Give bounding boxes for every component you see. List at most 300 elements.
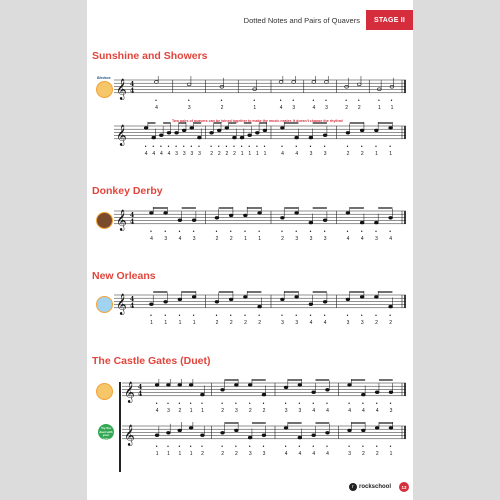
staff-castle-2 (122, 422, 410, 464)
finger-number: 2 (225, 150, 229, 157)
finger-number: 4 (281, 150, 284, 157)
note-head (360, 221, 364, 224)
finger-marker: • (295, 312, 298, 319)
note-head (164, 212, 168, 215)
finger-marker: • (178, 443, 181, 450)
note-head (389, 391, 393, 394)
note-head (326, 431, 330, 434)
finger-marker: • (210, 143, 213, 150)
time-signature-top: 4 (138, 384, 143, 392)
finger-number: 2 (233, 150, 236, 157)
finger-number: 3 (298, 407, 302, 414)
finger-marker: • (187, 97, 190, 104)
finger-marker: • (326, 400, 328, 407)
note-head (284, 386, 288, 389)
note-head (152, 136, 156, 139)
finger-marker: • (235, 400, 237, 407)
finger-marker: • (167, 143, 170, 150)
note-head (243, 214, 247, 217)
finger-number: 2 (201, 450, 204, 457)
time-signature-bottom: 4 (130, 87, 135, 95)
note-head (345, 85, 349, 88)
note-head (323, 219, 327, 222)
section-title-orleans: New Orleans (92, 270, 156, 282)
note-head (295, 212, 299, 215)
finger-number: 2 (281, 235, 284, 242)
finger-number: 1 (167, 450, 170, 457)
time-signature-top: 4 (130, 296, 135, 304)
finger-number: 3 (360, 319, 364, 326)
finger-number: 4 (155, 407, 159, 414)
finger-number: 1 (378, 104, 381, 111)
staff-castle-1 (122, 379, 410, 421)
note-head (323, 300, 327, 303)
finger-marker: • (312, 97, 315, 104)
finger-marker: • (378, 97, 380, 104)
finger-number: 4 (312, 407, 316, 414)
finger-number: 4 (295, 150, 299, 157)
finger-marker: • (155, 97, 157, 104)
note-head (189, 427, 193, 430)
try-duet-badge: Try the duet with your teacher! (99, 426, 113, 441)
finger-marker: • (360, 143, 363, 150)
finger-number: 4 (326, 450, 329, 457)
finger-number: 2 (360, 150, 364, 157)
treble-clef-icon: 𝄞 (116, 293, 127, 315)
finger-marker: • (255, 143, 258, 150)
finger-marker: • (389, 143, 392, 150)
finger-marker: • (323, 312, 326, 319)
finger-number: 3 (309, 235, 313, 242)
finger-marker: • (248, 400, 251, 407)
finger-number: 2 (215, 235, 219, 242)
finger-marker: • (375, 443, 378, 450)
finger-marker: • (284, 400, 287, 407)
finger-number: 3 (248, 450, 252, 457)
finger-marker: • (375, 228, 377, 235)
note-head (389, 305, 393, 308)
finger-marker: • (375, 400, 378, 407)
finger-marker: • (164, 228, 167, 235)
finger-marker: • (348, 400, 351, 407)
annotation-quavers: Two pairs of quavers can be joined together to make the music neater. It doesn't change the rhythm! (172, 119, 344, 123)
finger-number: 2 (375, 450, 379, 457)
finger-marker: • (258, 228, 261, 235)
finger-marker: • (309, 312, 312, 319)
finger-marker: • (346, 143, 349, 150)
note-head (309, 303, 313, 306)
finger-marker: • (178, 228, 181, 235)
finger-number: 4 (323, 319, 327, 326)
treble-clef-icon: 𝄞 (124, 381, 135, 403)
finger-marker: • (346, 228, 349, 235)
note-head (178, 298, 182, 301)
finger-number: 2 (221, 407, 225, 414)
stage-badge: STAGE II (366, 10, 413, 30)
note-head (190, 127, 194, 130)
finger-marker: • (240, 143, 243, 150)
note-head (346, 212, 350, 215)
finger-marker: • (189, 400, 192, 407)
finger-number: 1 (164, 319, 168, 326)
finger-marker: • (298, 443, 301, 450)
finger-number: 1 (390, 104, 394, 111)
finger-number: 2 (217, 150, 221, 157)
finger-number: 3 (235, 407, 238, 414)
note-head (374, 296, 378, 299)
finger-marker: • (253, 97, 256, 104)
finger-marker: • (192, 312, 195, 319)
finger-marker: • (167, 400, 169, 407)
finger-number: 1 (178, 450, 182, 457)
page-number: 13 (399, 482, 409, 492)
finger-number: 2 (262, 407, 266, 414)
finger-marker: • (284, 443, 287, 450)
note-head (225, 127, 229, 130)
finger-marker: • (262, 443, 265, 450)
section-title-castle: The Castle Gates (Duet) (92, 355, 211, 367)
note-head (323, 134, 327, 137)
finger-number: 1 (255, 150, 259, 157)
finger-number: 1 (389, 150, 393, 157)
finger-marker: • (281, 312, 283, 319)
note-head (298, 384, 302, 387)
note-head (178, 384, 182, 387)
finger-marker: • (309, 228, 312, 235)
note-head (178, 219, 182, 222)
finger-number: 1 (189, 407, 193, 414)
note-head (258, 305, 262, 308)
note-head (346, 298, 350, 301)
finger-number: 1 (375, 150, 378, 157)
staff-sunshine-1 (114, 76, 410, 116)
finger-marker: • (389, 312, 392, 319)
finger-marker: • (326, 443, 328, 450)
note-head (309, 221, 313, 224)
finger-marker: • (389, 400, 392, 407)
treble-clef-icon: 𝄞 (124, 424, 135, 446)
finger-marker: • (323, 143, 326, 150)
finger-number: 3 (323, 235, 327, 242)
note-head (221, 388, 225, 391)
finger-marker: • (201, 400, 203, 407)
finger-marker: • (164, 312, 167, 319)
finger-number: 4 (155, 104, 158, 111)
note-head (280, 216, 284, 219)
finger-number: 3 (389, 407, 393, 414)
note-head (262, 434, 266, 437)
finger-marker: • (298, 400, 301, 407)
finger-number: 1 (253, 104, 257, 111)
note-head (280, 298, 284, 301)
finger-number: 3 (182, 150, 186, 157)
staff-orleans (114, 291, 410, 333)
finger-number: 2 (389, 319, 393, 326)
finger-number: 1 (155, 450, 159, 457)
finger-number: 3 (323, 150, 327, 157)
time-signature-bottom: 4 (130, 302, 135, 310)
finger-number: 3 (164, 235, 168, 242)
note-head (189, 384, 193, 387)
finger-marker: • (144, 143, 147, 150)
note-head (253, 88, 257, 91)
note-head (360, 296, 364, 299)
finger-marker: • (175, 143, 178, 150)
finger-number: 4 (375, 407, 379, 414)
finger-number: 2 (258, 319, 262, 326)
note-head (248, 134, 252, 137)
finger-marker: • (217, 143, 220, 150)
finger-marker: • (225, 143, 228, 150)
finger-number: 4 (362, 407, 365, 414)
note-head (255, 131, 259, 134)
finger-marker: • (279, 97, 282, 104)
note-head (377, 88, 381, 91)
logo-text: rockschool (359, 484, 392, 490)
finger-marker: • (281, 228, 283, 235)
finger-number: 4 (348, 407, 352, 414)
note-head (167, 131, 171, 134)
note-head (374, 221, 378, 224)
finger-number: 4 (346, 235, 350, 242)
finger-number: 4 (309, 319, 313, 326)
section-title-donkey: Donkey Derby (92, 185, 163, 197)
finger-number: 3 (292, 104, 296, 111)
finger-number: 4 (284, 450, 288, 457)
finger-marker: • (244, 228, 246, 235)
finger-number: 2 (244, 319, 247, 326)
finger-number: 3 (309, 150, 313, 157)
note-head (375, 391, 379, 394)
finger-marker: • (258, 312, 261, 319)
finger-marker: • (220, 97, 223, 104)
note-head (243, 296, 247, 299)
finger-marker: • (248, 443, 251, 450)
finger-marker: • (362, 443, 364, 450)
finger-number: 2 (178, 407, 182, 414)
finger-marker: • (375, 312, 377, 319)
note-head (389, 216, 393, 219)
finger-marker: • (201, 443, 203, 450)
note-head (263, 129, 267, 132)
avatar-bledsoe (96, 81, 113, 98)
note-head (175, 131, 179, 134)
note-head (234, 384, 238, 387)
finger-marker: • (389, 228, 392, 235)
finger-number: 2 (375, 319, 378, 326)
finger-marker: • (155, 443, 158, 450)
note-head (192, 296, 196, 299)
finger-marker: • (312, 443, 315, 450)
staff-donkey (114, 207, 410, 249)
time-signature-bottom: 4 (138, 390, 143, 398)
note-head (159, 134, 163, 137)
finger-marker: • (312, 400, 315, 407)
note-head (229, 214, 233, 217)
finger-marker: • (360, 312, 363, 319)
note-head (361, 429, 365, 432)
finger-number: 2 (357, 104, 361, 111)
finger-number: 3 (281, 319, 284, 326)
note-head (210, 131, 214, 134)
note-head (178, 429, 182, 432)
finger-marker: • (323, 228, 326, 235)
finger-marker: • (229, 312, 232, 319)
finger-number: 4 (178, 235, 182, 242)
finger-marker: • (375, 143, 377, 150)
finger-number: 3 (284, 407, 288, 414)
finger-number: 4 (312, 450, 316, 457)
finger-number: 4 (144, 150, 148, 157)
finger-number: 3 (295, 319, 299, 326)
note-head (229, 298, 233, 301)
finger-number: 2 (221, 450, 225, 457)
finger-number: 2 (346, 150, 350, 157)
finger-marker: • (262, 400, 265, 407)
finger-marker: • (178, 312, 181, 319)
finger-marker: • (182, 143, 185, 150)
note-head (374, 129, 378, 132)
note-head (346, 131, 350, 134)
finger-number: 4 (360, 235, 364, 242)
finger-number: 1 (178, 319, 182, 326)
treble-clef-icon: 𝄞 (116, 209, 127, 231)
finger-marker: • (345, 97, 348, 104)
finger-number: 3 (167, 407, 170, 414)
note-head (262, 393, 266, 396)
section-title-sunshine: Sunshine and Showers (92, 50, 208, 62)
avatar-label: Bledsoe (97, 76, 111, 80)
note-head (298, 436, 302, 439)
finger-marker: • (215, 228, 218, 235)
note-head (182, 129, 186, 132)
note-head (149, 303, 153, 306)
finger-number: 3 (192, 235, 196, 242)
finger-number: 1 (150, 319, 153, 326)
note-head (348, 384, 352, 387)
finger-number: 2 (229, 319, 233, 326)
finger-number: 2 (229, 235, 233, 242)
note-head (233, 136, 237, 139)
finger-number: 3 (295, 235, 299, 242)
finger-number: 1 (248, 150, 252, 157)
finger-number: 2 (345, 104, 349, 111)
finger-number: 2 (220, 104, 224, 111)
finger-number: 3 (175, 150, 179, 157)
rockschool-logo (349, 483, 391, 491)
finger-number: 2 (235, 450, 238, 457)
logo-icon: r (349, 483, 357, 491)
time-signature-top: 4 (130, 212, 135, 220)
finger-marker: • (150, 312, 152, 319)
avatar-bledsoe-2 (96, 296, 113, 313)
page-header (244, 10, 413, 30)
finger-marker: • (295, 228, 298, 235)
note-head (155, 384, 159, 387)
note-head (149, 212, 153, 215)
finger-number: 4 (298, 450, 302, 457)
finger-number: 4 (326, 407, 329, 414)
finger-number: 2 (362, 450, 365, 457)
finger-marker: • (215, 312, 218, 319)
note-head (144, 127, 148, 130)
finger-number: 3 (198, 150, 201, 157)
finger-marker: • (357, 97, 360, 104)
note-head (240, 136, 244, 139)
finger-marker: • (178, 400, 181, 407)
note-head (248, 436, 252, 439)
finger-marker: • (309, 143, 312, 150)
finger-number: 4 (167, 150, 171, 157)
note-head (215, 300, 219, 303)
note-head (326, 388, 330, 391)
finger-marker: • (295, 143, 298, 150)
finger-marker: • (190, 143, 193, 150)
note-head (348, 429, 352, 432)
finger-number: 1 (240, 150, 244, 157)
finger-marker: • (160, 143, 162, 150)
note-head (360, 129, 364, 132)
finger-number: 4 (312, 104, 316, 111)
finger-marker: • (221, 400, 224, 407)
finger-number: 3 (375, 235, 378, 242)
finger-marker: • (198, 143, 200, 150)
finger-marker: • (292, 97, 295, 104)
finger-number: 2 (215, 319, 219, 326)
note-head (201, 393, 205, 396)
note-head (295, 296, 299, 299)
treble-clef-icon: 𝄞 (116, 124, 127, 146)
finger-marker: • (360, 228, 363, 235)
finger-number: 1 (244, 235, 247, 242)
finger-number: 4 (152, 150, 156, 157)
note-head (221, 431, 225, 434)
finger-number: 1 (192, 319, 196, 326)
time-signature-bottom: 4 (130, 218, 135, 226)
finger-marker: • (244, 312, 246, 319)
finger-number: 3 (187, 104, 191, 111)
note-head (375, 427, 379, 430)
finger-marker: • (155, 400, 158, 407)
finger-number: 4 (150, 235, 153, 242)
time-signature-top: 4 (130, 81, 135, 89)
note-head (389, 427, 393, 430)
finger-marker: • (248, 143, 251, 150)
finger-marker: • (233, 143, 235, 150)
finger-marker: • (150, 228, 152, 235)
note-head (312, 434, 316, 437)
note-head (167, 431, 171, 434)
note-head (155, 434, 159, 437)
finger-number: 3 (346, 319, 350, 326)
finger-number: 1 (189, 450, 193, 457)
finger-marker: • (281, 143, 283, 150)
finger-marker: • (346, 312, 349, 319)
finger-marker: • (189, 443, 192, 450)
note-head (258, 212, 262, 215)
note-head (192, 219, 196, 222)
finger-number: 1 (258, 235, 262, 242)
finger-number: 3 (262, 450, 266, 457)
note-head (295, 136, 299, 139)
finger-number: 1 (201, 407, 204, 414)
note-head (220, 85, 224, 88)
note-head (280, 127, 284, 130)
finger-marker: • (362, 400, 364, 407)
finger-number: 3 (325, 104, 328, 111)
finger-marker: • (192, 228, 195, 235)
note-head (248, 384, 252, 387)
